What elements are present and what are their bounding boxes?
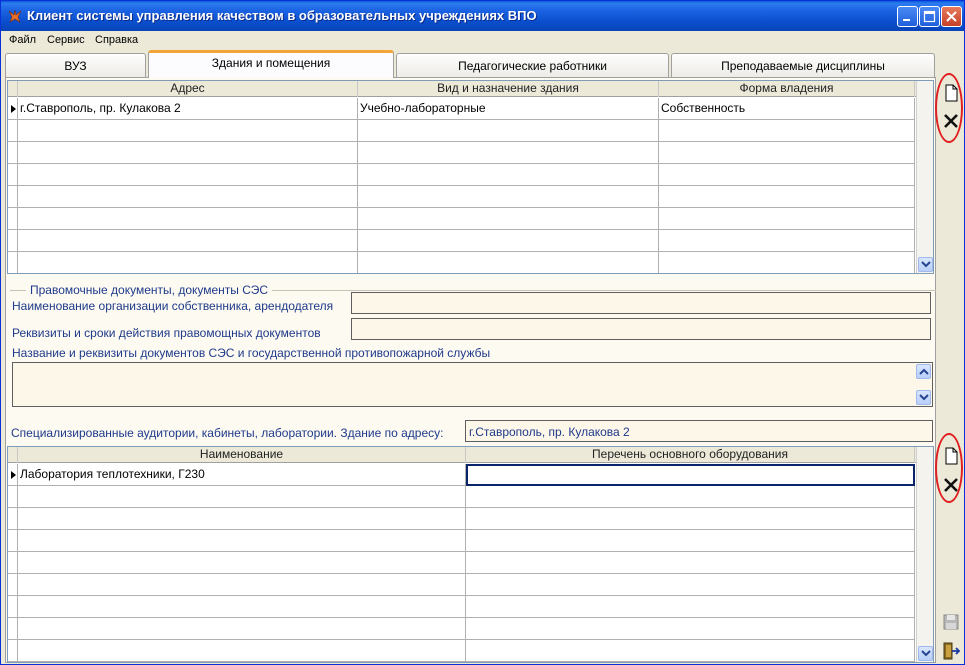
table-row[interactable] <box>8 574 918 596</box>
row-indicator <box>8 596 18 618</box>
cell-address[interactable] <box>18 186 358 208</box>
tab-buildings[interactable]: Здания и помещения <box>148 50 394 78</box>
minimize-button[interactable] <box>897 6 918 27</box>
scroll-down-button[interactable] <box>918 646 933 661</box>
table-row[interactable] <box>8 230 918 252</box>
row-indicator <box>8 252 18 274</box>
row-indicator <box>8 574 18 596</box>
buildings-grid-scrollbar[interactable] <box>916 81 933 273</box>
rooms-label: Специализированные аудитории, кабинеты, лаборатории. Здание по адресу: <box>11 426 444 440</box>
maximize-icon <box>923 10 936 23</box>
ses-docs-label: Название и реквизиты документов СЭС и государственной противопожарной службы <box>12 346 491 360</box>
cell-building-type[interactable] <box>358 142 659 164</box>
scroll-up-button[interactable] <box>916 364 931 379</box>
cell-room-name[interactable] <box>18 574 466 596</box>
new-record-icon <box>941 446 961 466</box>
scroll-down-button[interactable] <box>916 390 931 405</box>
menu-help[interactable]: Справка <box>95 34 139 46</box>
add-building-button[interactable] <box>941 83 961 103</box>
cell-room-name[interactable] <box>18 508 466 530</box>
row-indicator <box>8 508 18 530</box>
table-row[interactable] <box>8 164 918 186</box>
add-room-button[interactable] <box>941 446 961 466</box>
close-button[interactable] <box>941 6 962 27</box>
cell-room-name[interactable] <box>18 596 466 618</box>
current-row-arrow-icon <box>11 105 16 113</box>
table-row[interactable] <box>8 596 918 618</box>
cell-address[interactable] <box>18 252 358 274</box>
buildings-grid[interactable] <box>7 80 934 274</box>
cell-equipment[interactable] <box>466 596 915 618</box>
cell-ownership[interactable] <box>659 186 915 208</box>
cell-equipment[interactable] <box>466 530 915 552</box>
cell-building-type[interactable]: Учебно-лабораторные <box>358 98 659 120</box>
rooms-grid[interactable] <box>7 446 934 663</box>
menu-file[interactable]: Файл <box>9 34 37 46</box>
row-indicator <box>8 618 18 640</box>
ses-docs-textarea[interactable] <box>12 362 933 407</box>
cell-ownership[interactable] <box>659 208 915 230</box>
row-indicator <box>8 98 18 120</box>
row-indicator <box>8 208 18 230</box>
window-title: Клиент системы управления качеством в образовательных учреждениях ВПО <box>27 8 537 23</box>
cell-building-type[interactable] <box>358 230 659 252</box>
current-row-arrow-icon <box>11 471 16 479</box>
row-indicator <box>8 186 18 208</box>
delete-icon <box>941 111 961 131</box>
row-indicator <box>8 142 18 164</box>
table-row[interactable] <box>8 508 918 530</box>
exit-icon <box>941 641 961 661</box>
cell-address[interactable] <box>18 208 358 230</box>
buildings-grid-header <box>8 81 918 97</box>
column-header-equipment[interactable]: Перечень основного оборудования <box>466 447 915 463</box>
rooms-grid-scrollbar[interactable] <box>916 447 933 662</box>
column-header-ownership[interactable]: Форма владения <box>659 81 915 97</box>
tab-teachers[interactable]: Педагогические работники <box>396 53 669 78</box>
cell-equipment[interactable] <box>466 508 915 530</box>
table-row[interactable] <box>8 618 918 640</box>
maximize-button[interactable] <box>919 6 940 27</box>
delete-building-button[interactable] <box>941 111 961 131</box>
cell-equipment[interactable] <box>466 618 915 640</box>
cell-ownership[interactable] <box>659 230 915 252</box>
column-header-building-type[interactable]: Вид и назначение здания <box>358 81 659 97</box>
requisites-label: Реквизиты и сроки действия правомощных документов <box>12 326 321 340</box>
row-indicator <box>8 530 18 552</box>
tab-disciplines[interactable]: Преподаваемые дисциплины <box>671 53 935 78</box>
cell-address[interactable] <box>18 164 358 186</box>
cell-ownership[interactable]: Собственность <box>659 98 915 120</box>
owner-label: Наименование организации собственника, арендодателя <box>12 299 334 313</box>
row-indicator <box>8 552 18 574</box>
cell-ownership[interactable] <box>659 120 915 142</box>
cell-ownership[interactable] <box>659 142 915 164</box>
table-row[interactable] <box>8 252 918 274</box>
cell-building-type[interactable] <box>358 164 659 186</box>
cell-address[interactable] <box>18 230 358 252</box>
cell-room-name[interactable] <box>18 530 466 552</box>
cell-equipment[interactable] <box>466 574 915 596</box>
chevron-down-icon <box>921 261 931 269</box>
table-row[interactable] <box>8 552 918 574</box>
cell-equipment[interactable] <box>466 552 915 574</box>
cell-ownership[interactable] <box>659 164 915 186</box>
rooms-address-field <box>465 420 933 442</box>
table-row[interactable] <box>8 486 918 508</box>
rooms-address-value: г.Ставрополь, пр. Кулакова 2 <box>469 425 630 439</box>
cell-room-name[interactable] <box>18 486 466 508</box>
table-row[interactable] <box>8 142 918 164</box>
table-row[interactable] <box>8 186 918 208</box>
chevron-down-icon <box>921 650 931 658</box>
row-indicator <box>8 640 18 662</box>
cell-building-type[interactable] <box>358 208 659 230</box>
row-indicator <box>8 164 18 186</box>
row-indicator <box>8 464 18 486</box>
chevron-up-icon <box>919 368 929 376</box>
delete-room-button[interactable] <box>941 475 961 495</box>
cell-ownership[interactable] <box>659 252 915 274</box>
menu-bar <box>1 31 964 50</box>
app-icon <box>7 8 23 24</box>
cell-room-name[interactable] <box>18 552 466 574</box>
cell-address[interactable]: г.Ставрополь, пр. Кулакова 2 <box>18 98 358 120</box>
table-row[interactable] <box>8 464 918 486</box>
groupbox-legend: Правомочные документы, документы СЭС <box>26 283 272 297</box>
cell-address[interactable] <box>18 142 358 164</box>
cell-building-type[interactable] <box>358 186 659 208</box>
cell-equipment[interactable] <box>466 640 915 662</box>
table-row[interactable] <box>8 98 918 120</box>
scroll-down-button[interactable] <box>918 257 933 272</box>
row-indicator <box>8 486 18 508</box>
cell-building-type[interactable] <box>358 252 659 274</box>
requisites-field[interactable] <box>351 318 931 340</box>
table-row[interactable] <box>8 530 918 552</box>
cell-equipment-editor[interactable] <box>466 464 915 486</box>
minimize-icon <box>901 10 914 23</box>
chevron-down-icon <box>919 394 929 402</box>
table-row[interactable] <box>8 640 918 662</box>
table-row[interactable] <box>8 120 918 142</box>
cell-address[interactable] <box>18 120 358 142</box>
new-record-icon <box>941 83 961 103</box>
column-header-name[interactable]: Наименование <box>18 447 466 463</box>
docs-groupbox <box>10 283 937 408</box>
row-indicator <box>8 230 18 252</box>
menu-service[interactable]: Сервис <box>47 34 85 46</box>
buildings-panel <box>5 77 936 663</box>
row-indicator-header <box>8 81 18 97</box>
tab-vuz[interactable]: ВУЗ <box>5 53 146 78</box>
rooms-grid-header <box>8 447 918 463</box>
cell-room-name[interactable] <box>18 618 466 640</box>
table-row[interactable] <box>8 208 918 230</box>
delete-icon <box>941 475 961 495</box>
owner-field[interactable] <box>351 292 931 314</box>
row-indicator <box>8 120 18 142</box>
save-button[interactable] <box>941 612 961 632</box>
title-bar[interactable] <box>1 1 964 31</box>
close-icon <box>945 10 958 23</box>
cell-building-type[interactable] <box>358 120 659 142</box>
column-header-address[interactable]: Адрес <box>18 81 358 97</box>
row-indicator-header <box>8 447 18 463</box>
exit-button[interactable] <box>941 641 961 661</box>
save-icon <box>941 612 961 632</box>
cell-room-name[interactable] <box>18 640 466 662</box>
cell-room-name[interactable]: Лаборатория теплотехники, Г230 <box>18 464 466 486</box>
cell-equipment[interactable] <box>466 486 915 508</box>
